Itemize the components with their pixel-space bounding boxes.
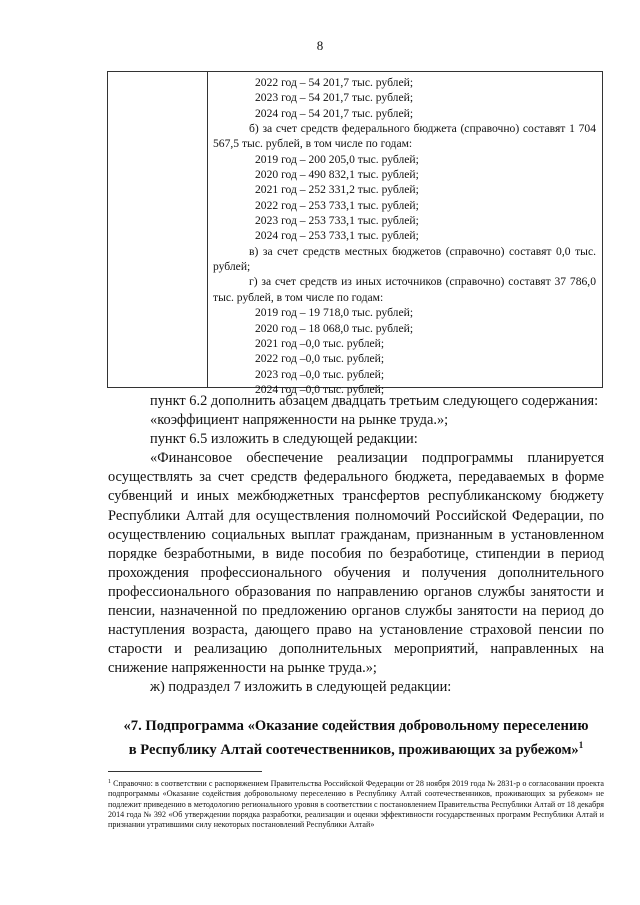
table-line: 2019 год – 200 205,0 тыс. рублей;: [255, 152, 419, 166]
table-line: 2023 год –0,0 тыс. рублей;: [255, 367, 385, 381]
heading-line-1: «7. Подпрограмма «Оказание содействия добровольному переселению: [123, 718, 589, 734]
footnote: [108, 777, 604, 830]
paragraph-coefficient: «коэффициент напряженности на рынке труда.»;: [150, 412, 449, 429]
heading-line-2-text: в Республику Алтай соотечественников, проживающих за рубежом»: [128, 742, 579, 758]
table-line: 2024 год – 253 733,1 тыс. рублей;: [255, 229, 419, 243]
body-text: [108, 392, 604, 698]
table-column-divider: [207, 72, 208, 387]
table-line: в) за счет средств местных бюджетов (справочно) составят 0,0 тыс. рублей;: [213, 244, 596, 274]
table-content-cell: [213, 75, 596, 397]
table-line: 2023 год – 253 733,1 тыс. рублей;: [255, 214, 419, 228]
page-number: 8: [316, 38, 324, 53]
paragraph-financing: «Финансовое обеспечение реализации подпрограммы планируется осуществлять за счет средств федерального бюджета, передаваемых в форме субвенций и иных межбюджетных трансфертов республиканскому бюджету Республики Алтай для осуществления полномочий Российской Федерации, по осуществлению социальных выплат гражданам, признанным в установленном порядке безработными, в виде пособия по безработице, стипендии в период прохождения профессионального обучения и получения дополнительного профессионального образования по направлению органов службы занятости и пенсии, назначенной по предложению органов службы занятости на период до наступления возраста, дающего право на установление страховой пенсии по старости и реализацию дополнительных мероприятий, направленных на снижение напряженности на рынке труда.»;: [108, 450, 604, 677]
table-line: 2020 год – 490 832,1 тыс. рублей;: [255, 168, 419, 182]
paragraph-item-6-5: пункт 6.5 изложить в следующей редакции:: [150, 431, 418, 448]
table-line: 2023 год – 54 201,7 тыс. рублей;: [255, 91, 414, 105]
footnote-reference[interactable]: 1: [578, 740, 584, 750]
table-line: 2020 год – 18 068,0 тыс. рублей;: [255, 321, 414, 335]
table-line: 2024 год –0,0 тыс. рублей;: [255, 382, 385, 396]
footnote-marker: 1: [108, 779, 111, 785]
table-line: 2022 год – 54 201,7 тыс. рублей;: [255, 76, 414, 89]
table-line: 2022 год –0,0 тыс. рублей;: [255, 352, 385, 366]
table-line: б) за счет средств федерального бюджета (справочно) составят 1 704 567,5 тыс. рублей, в том числе по годам:: [213, 122, 596, 151]
table-line: 2019 год – 19 718,0 тыс. рублей;: [255, 306, 414, 320]
financing-table: [107, 71, 603, 396]
paragraph-subsection-7: ж) подраздел 7 изложить в следующей редакции:: [150, 679, 452, 696]
footnote-text: Справочно: в соответствии с распоряжением Правительства Российской Федерации от 28 ноября 2019 года № 2831-р о согласовании проекта подпрограммы «Оказание содействия добровольному переселению в Республику Алтай соотечественников, проживающих за рубежом» не подлежит приведению в методологию регионального уровня в соответствии с постановлением Правительства Республики Алтай от 18 декабря 2014 года № 392 «Об утверждении порядка разработки, реализации и оценки эффективности государственных программ Республики Алтай и признании утратившими силу некоторых постановлений Республики Алтай»: [108, 779, 604, 830]
paragraph-item-6-2: пункт 6.2 дополнить абзацем двадцать третьим следующего содержания:: [150, 393, 599, 409]
table-line: 2022 год – 253 733,1 тыс. рублей;: [255, 198, 419, 212]
table-line: 2024 год – 54 201,7 тыс. рублей;: [255, 106, 414, 120]
footnote-divider: [108, 771, 262, 772]
heading-line-2: [100, 736, 612, 760]
table-line: 2021 год – 252 331,2 тыс. рублей;: [255, 183, 419, 197]
table-line: г) за счет средств из иных источников (справочно) составят 37 786,0 тыс. рублей, в том числе по годам:: [213, 275, 596, 304]
table-line: 2021 год –0,0 тыс. рублей;: [255, 336, 385, 350]
section-heading: [100, 717, 612, 760]
